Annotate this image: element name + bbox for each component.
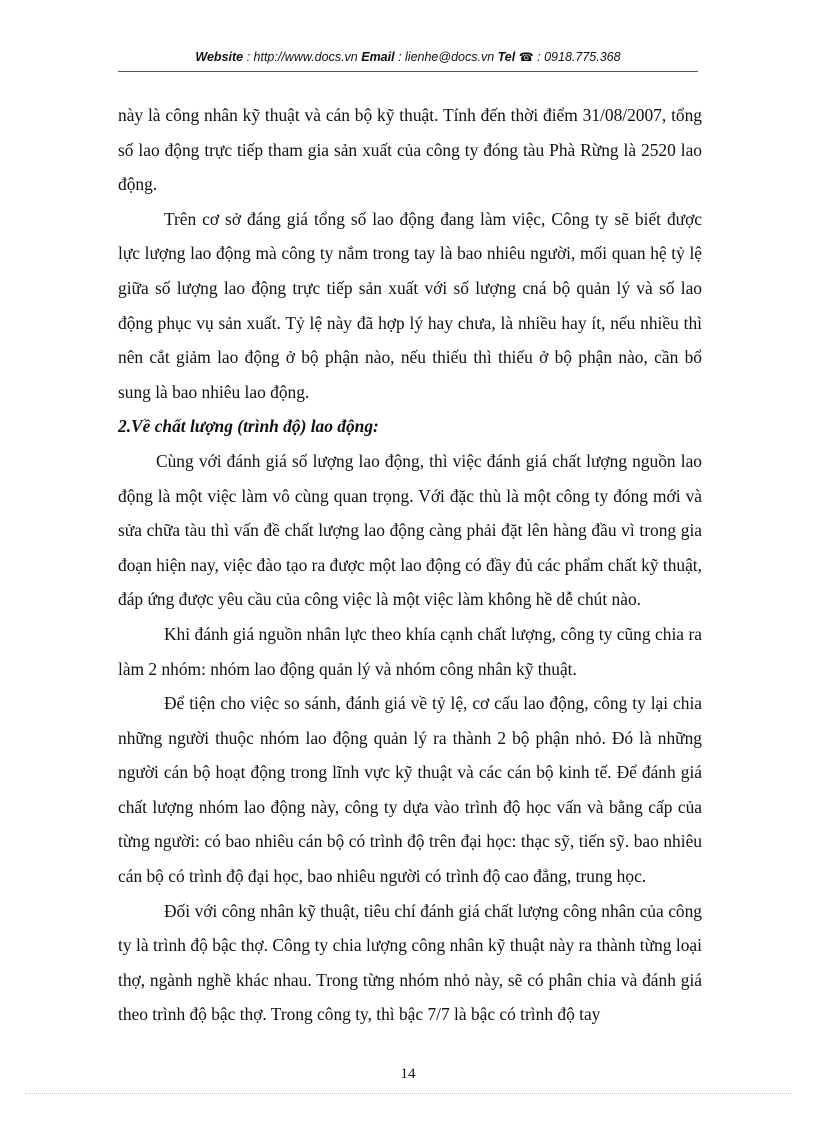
page-number: 14 [400,1066,416,1082]
website-label: Website [195,50,244,64]
paragraph-5: Để tiện cho việc so sánh, đánh giá về tỷ lệ, cơ cấu lao động, công ty lại chia những người thuộc nhóm lao động quản lý ra thành 2 bộ phận nhỏ. Đó là những người cán bộ hoạt động trong lĩnh vực kỹ thuật và các cán bộ kinh tế. Để đánh giá chất lượng nhóm lao động này, công ty dựa vào trình độ học vấn và bằng cấp của từng người: có bao nhiêu cán bộ có trình độ trên đại học: thạc sỹ, tiến sỹ. bao nhiêu cán bộ có trình độ đại học, bao nhiêu người có trình độ cao đẳng, trung học. [118,693,702,887]
tel-number: 0918.775.368 [544,50,621,64]
email-label: Email [361,50,395,64]
email-separator: : [394,50,406,64]
paragraph-6: Đối với công nhân kỹ thuật, tiêu chí đánh giá chất lượng công nhân của công ty là trình độ bậc thợ. Công ty chia lượng công nhân kỹ thuật này ra thành từng loại thợ, ngành nghề khác nhau. Trong từng nhóm nhỏ này, sẽ có phân chia và đánh giá theo trình độ bậc thợ. Trong công ty, thì bậc 7/7 là bậc có trình độ tay [118,900,702,1025]
email-address[interactable]: lienhe@docs.vn [405,50,495,64]
page-header [118,50,698,64]
website-url[interactable]: http://www.docs.vn [253,50,358,64]
section-heading: 2.Về chất lượng (trình độ) lao động: [118,416,379,437]
paragraph-1: này là công nhân kỹ thuật và cán bộ kỹ thuật. Tính đến thời điểm 31/08/2007, tổng số lao động trực tiếp tham gia sản xuất của công ty đóng tàu Phà Rừng là 2520 lao động. [118,105,702,195]
document-body [118,98,702,1032]
tel-separator: : [533,50,545,64]
paragraph-4: Khi đánh giá nguồn nhân lực theo khía cạnh chất lượng, công ty cũng chia ra làm 2 nhóm: nhóm lao động quản lý và nhóm công nhân kỹ thuật. [118,623,702,679]
telephone-icon: ☎ [518,50,534,64]
tel-label: Tel [497,50,516,64]
paragraph-2: Trên cơ sở đáng giá tổng số lao động đang làm việc, Công ty sẽ biết được lực lượng lao động mà công ty nắm trong tay là bao nhiêu người, mối quan hệ tỷ lệ giữa số lượng lao động trực tiếp sản xuất với số lượng cná bộ quản lý và số lao động phục vụ sản xuất. Tỷ lệ này đã hợp lý hay chưa, là nhiều hay ít, nếu nhiều thì nên cắt giảm lao động ở bộ phận nào, nếu thiếu thì thiếu ở bộ phận nào, cần bổ sung là bao nhiêu lao động. [118,208,702,402]
paragraph-3: Cùng với đánh giá số lượng lao động, thì việc đánh giá chất lượng nguồn lao động là một việc làm vô cùng quan trọng. Với đặc thù là một công ty đóng mới và sửa chữa tàu thì vấn đề chất lượng lao động càng phải đặt lên hàng đầu vì trong gia đoạn hiện nay, việc đào tạo ra được một lao động có đầy đủ các phẩm chất kỹ thuật, đáp ứng được yêu cầu của công việc là một việc làm không hề dễ chút nào. [118,450,702,610]
website-separator: : [243,50,254,64]
header-divider [118,71,698,72]
footer-divider [25,1093,791,1094]
